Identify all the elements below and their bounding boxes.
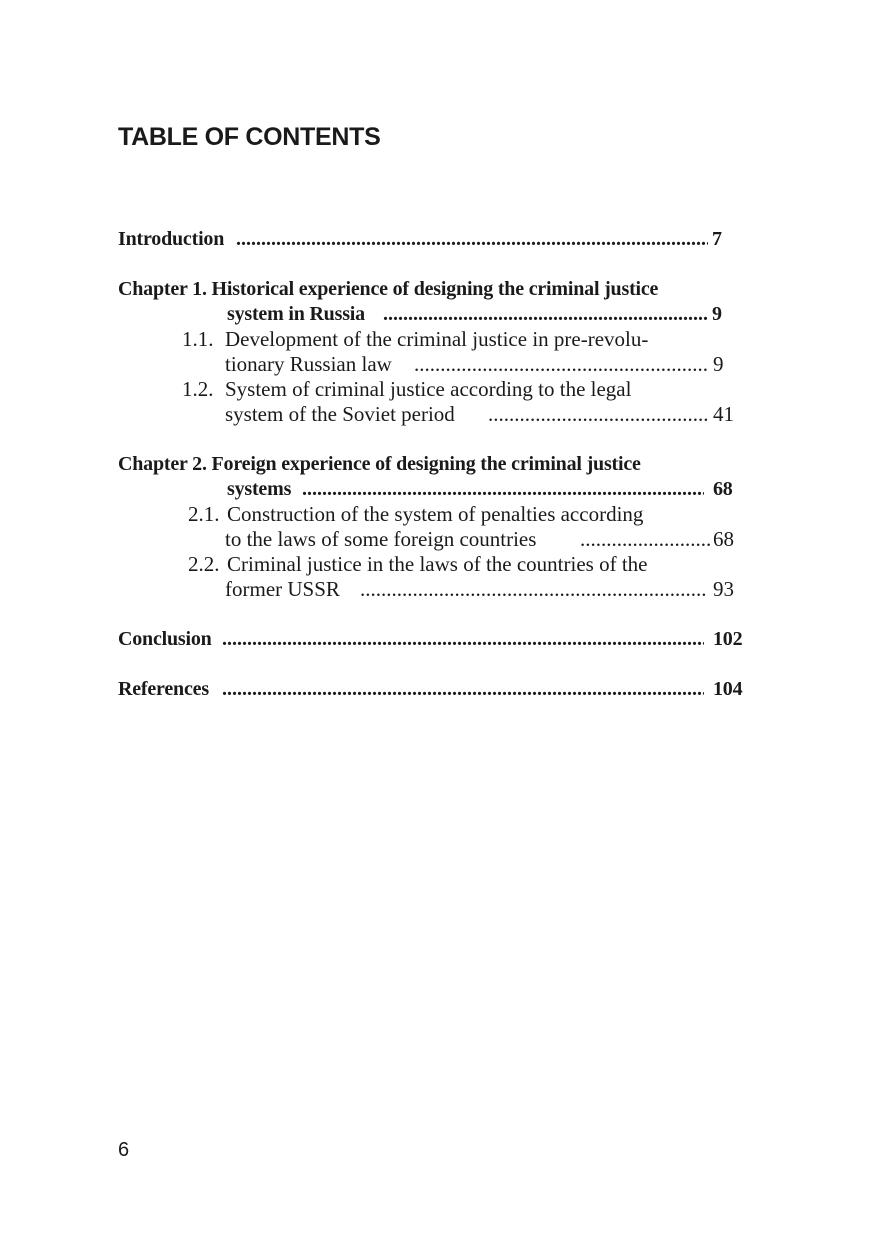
toc-entry-chapter-2-line-1[interactable] [118, 451, 738, 477]
toc-entry-references[interactable] [118, 676, 758, 702]
toc-entry-title: Criminal justice in the laws of the countries of the [227, 552, 648, 576]
toc-entry-section-1-2-line-2[interactable] [118, 401, 738, 427]
toc-entry-introduction[interactable] [118, 226, 738, 252]
dot-leader [360, 576, 706, 602]
section-number: 2.1. [188, 502, 220, 526]
toc-entry-section-2-1-line-1[interactable] [118, 501, 738, 527]
dot-leader [302, 476, 704, 502]
toc-entry-title: former USSR [225, 577, 340, 601]
section-number: 2.2. [188, 552, 220, 576]
toc-page-number: 93 [713, 577, 734, 601]
toc-entry-section-1-1-line-1[interactable] [118, 326, 738, 352]
toc-entry-title: systems [227, 478, 292, 500]
toc-entry-chapter-1-line-1[interactable] [118, 276, 738, 302]
toc-page-number: 7 [712, 228, 722, 250]
toc-entry-section-1-2-line-1[interactable] [118, 376, 738, 402]
toc-entry-section-1-1-line-2[interactable] [118, 351, 738, 377]
toc-entry-title: to the laws of some foreign countries [225, 527, 537, 551]
toc-entry-title: Conclusion [118, 628, 212, 650]
dot-leader [383, 301, 708, 327]
dot-leader [222, 626, 704, 652]
dot-leader [488, 401, 708, 427]
toc-entry-title: Introduction [118, 228, 225, 250]
toc-entry-title: Construction of the system of penalties according [227, 502, 644, 526]
toc-entry-conclusion[interactable] [118, 626, 758, 652]
toc-page-number: 68 [713, 527, 734, 551]
toc-heading: TABLE OF CONTENTS [118, 123, 381, 151]
section-number: 1.1. [182, 327, 214, 351]
toc-entry-chapter-2-line-2[interactable] [118, 476, 738, 502]
toc-entry-title: Chapter 2. Foreign experience of designing the criminal justice [118, 453, 641, 475]
toc-page-number: 104 [713, 678, 743, 700]
toc-entry-section-2-2-line-1[interactable] [118, 551, 738, 577]
toc-entry-title: system in Russia [227, 303, 365, 325]
toc-page-number: 9 [713, 352, 724, 376]
dot-leader [222, 676, 704, 702]
toc-entry-title: System of criminal justice according to the legal [225, 377, 632, 401]
toc-entry-title: system of the Soviet period [225, 402, 455, 426]
dot-leader [580, 526, 710, 552]
toc-page-number: 102 [713, 628, 743, 650]
toc-entry-title: Chapter 1. Historical experience of designing the criminal justice [118, 278, 659, 300]
toc-entry-section-2-2-line-2[interactable] [118, 576, 738, 602]
section-number: 1.2. [182, 377, 214, 401]
toc-entry-title: tionary Russian law [225, 352, 392, 376]
dot-leader [236, 226, 708, 252]
toc-page-number: 41 [713, 402, 734, 426]
toc-entry-title: References [118, 678, 209, 700]
toc-page-number: 9 [712, 303, 722, 325]
toc-entry-chapter-1-line-2[interactable] [118, 301, 738, 327]
toc-entry-section-2-1-line-2[interactable] [118, 526, 738, 552]
page-number: 6 [118, 1139, 130, 1161]
dot-leader [414, 351, 708, 377]
toc-page-number: 68 [713, 478, 733, 500]
toc-entry-title: Development of the criminal justice in pre-revolu- [225, 327, 649, 351]
